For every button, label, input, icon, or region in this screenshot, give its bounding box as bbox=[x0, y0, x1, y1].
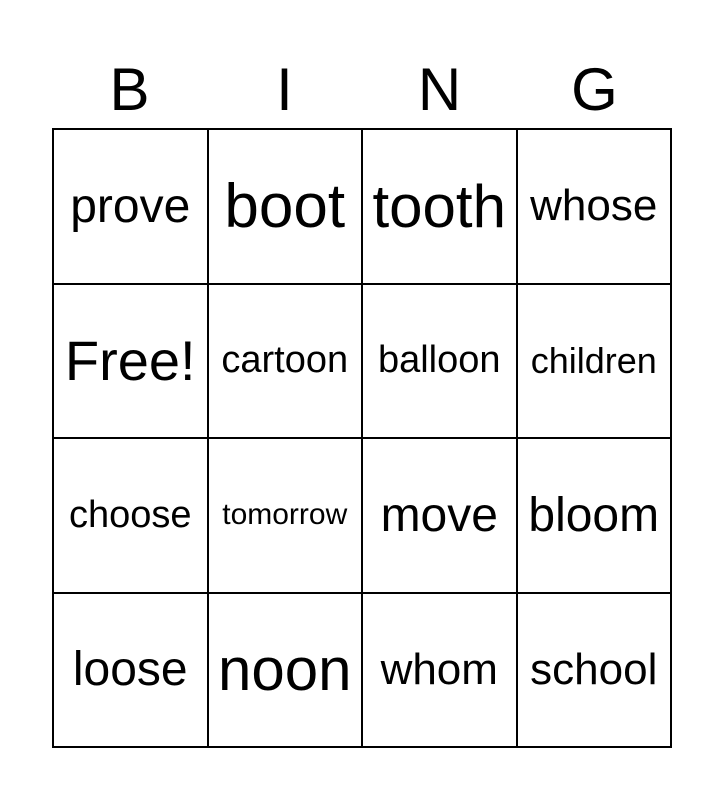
header-letter-g: G bbox=[571, 56, 618, 123]
bingo-cell[interactable]: tooth bbox=[363, 130, 518, 285]
bingo-cell[interactable]: noon bbox=[209, 594, 364, 749]
bingo-cell[interactable]: bloom bbox=[518, 439, 673, 594]
bingo-cell[interactable]: cartoon bbox=[209, 285, 364, 440]
bingo-cell[interactable]: school bbox=[518, 594, 673, 749]
bingo-cell[interactable]: choose bbox=[54, 439, 209, 594]
header-letter-n: N bbox=[417, 56, 462, 123]
bingo-header bbox=[52, 52, 672, 128]
bingo-cell[interactable]: loose bbox=[54, 594, 209, 749]
bingo-board bbox=[52, 128, 672, 748]
header-letter-i: I bbox=[276, 56, 293, 123]
bingo-cell[interactable]: tomorrow bbox=[209, 439, 364, 594]
bingo-cell[interactable]: balloon bbox=[363, 285, 518, 440]
bingo-cell[interactable]: whom bbox=[363, 594, 518, 749]
header-letter-b: B bbox=[109, 56, 150, 123]
bingo-cell[interactable]: prove bbox=[54, 130, 209, 285]
bingo-cell[interactable]: children bbox=[518, 285, 673, 440]
bingo-cell[interactable]: whose bbox=[518, 130, 673, 285]
bingo-cell[interactable]: boot bbox=[209, 130, 364, 285]
bingo-cell[interactable]: move bbox=[363, 439, 518, 594]
free-space-cell[interactable]: Free! bbox=[54, 285, 209, 440]
